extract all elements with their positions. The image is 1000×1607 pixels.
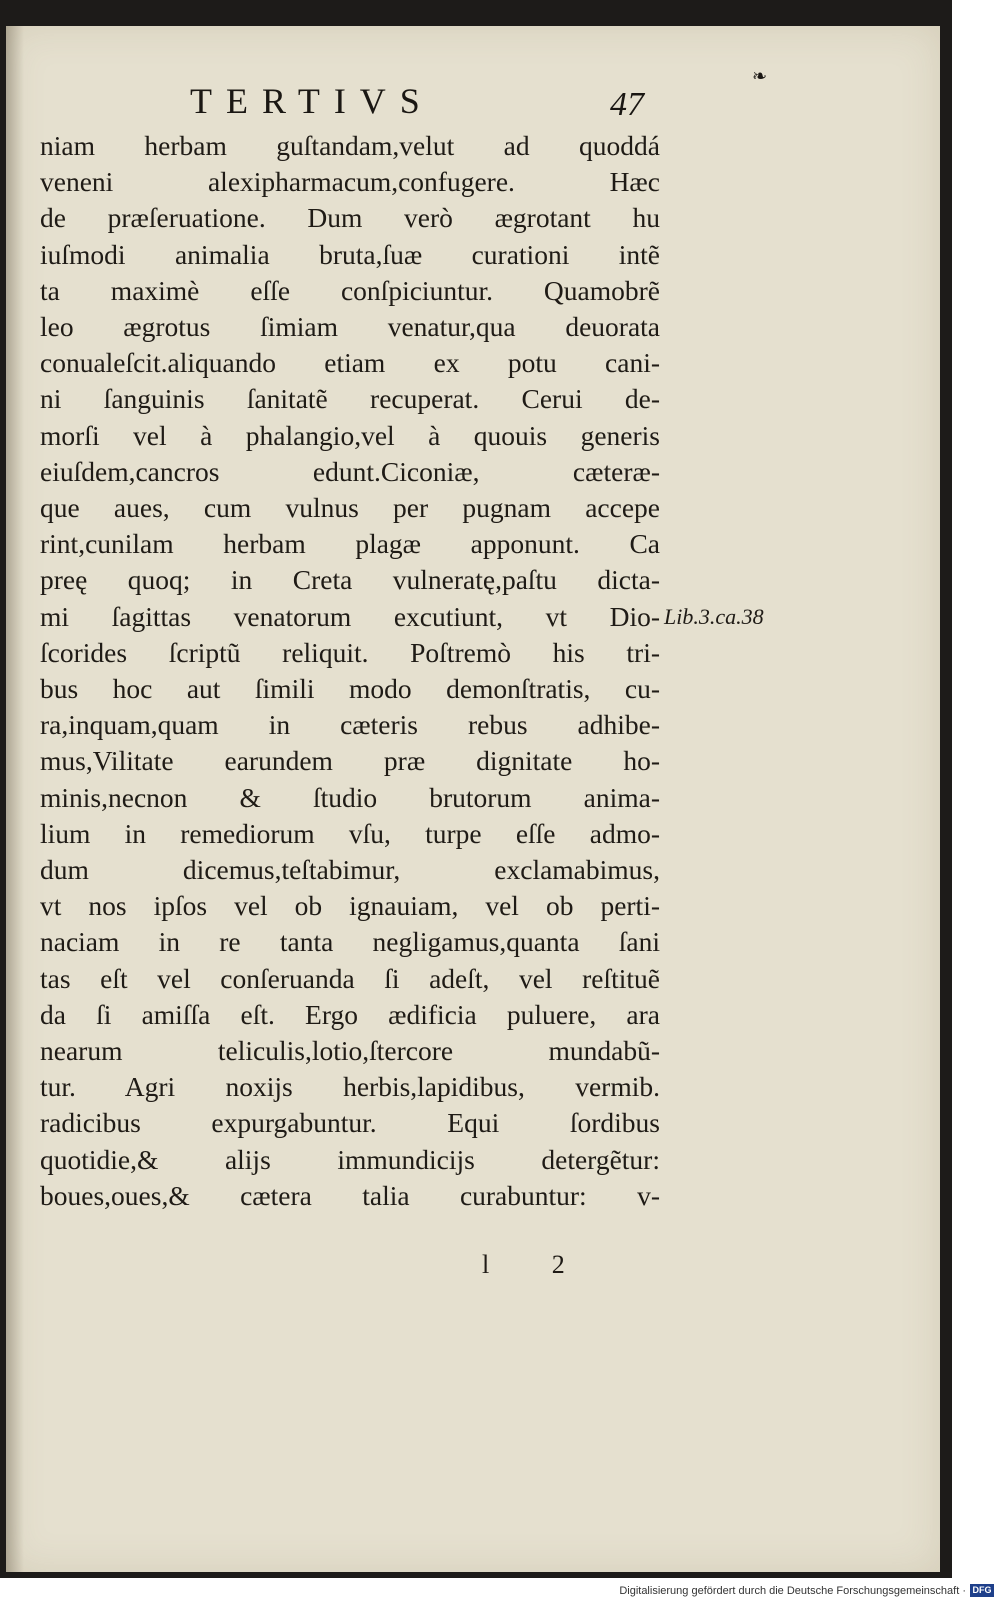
dfg-logo: DFG <box>970 1584 994 1597</box>
margin-note: Lib.3.ca.38 <box>664 604 764 629</box>
text-line: minis,necnon & ſtudio brutorum anima- <box>40 781 660 813</box>
text-line: morſi vel à phalangio,vel à quouis generis <box>40 419 660 451</box>
text-line: ni ſanguinis ſanitatẽ recuperat. Cerui de- <box>40 383 660 415</box>
text-line: iuſmodi animalia bruta,ſuæ curationi intẽ <box>40 238 660 270</box>
text-line: conualeſcit.aliquando etiam ex potu cani- <box>40 347 660 379</box>
text-line: ra,inquam,quam in cæteris rebus adhibe- <box>40 709 660 741</box>
text-line: preę quoq; in Creta vulneratę,paſtu dicta- <box>40 564 660 596</box>
signature-mark: l 2 <box>482 1250 593 1279</box>
text-line: quotidie,& alijs immundicijs detergẽtur: <box>40 1143 660 1175</box>
footer-credit: Digitalisierung gefördert durch die Deutsche Forschungsgemeinschaft · <box>619 1585 966 1597</box>
text-line: tur. Agri noxijs herbis,lapidibus, vermib. <box>40 1071 660 1103</box>
text-line: bus hoc aut ſimili modo demonſtratis, cu- <box>40 673 660 705</box>
text-line: ta maximè eſſe conſpiciuntur. Quamobrẽ <box>40 274 660 306</box>
text-line: lium in remediorum vſu, turpe eſſe admo- <box>40 817 660 849</box>
text-line: radicibus expurgabuntur. Equi ſordibus <box>40 1107 660 1139</box>
text-line: niam herbam guſtandam,velut ad quoddá <box>40 130 660 161</box>
text-line: ſcorides ſcriptũ reliquit. Poſtremò his tri- <box>40 636 660 668</box>
text-line: veneni alexipharmacum,confugere. Hæc <box>40 166 660 198</box>
ink-mark: ❧ <box>752 66 768 87</box>
text-line: mus,Vilitate earundem præ dignitate ho- <box>40 745 660 777</box>
main-text-block <box>40 128 660 1214</box>
text-line: vt nos ipſos vel ob ignauiam, vel ob perti- <box>40 890 660 922</box>
text-line: boues,oues,& cætera talia curabuntur: v- <box>40 1179 660 1211</box>
text-line: que aues, cum vulnus per pugnam accepe <box>40 492 660 524</box>
page-number: 47 <box>610 86 644 123</box>
text-line: da ſi amiſſa eſt. Ergo ædificia puluere, ara <box>40 998 660 1030</box>
text-line: tas eſt vel conſeruanda ſi adeſt, vel reſtituẽ <box>40 962 660 994</box>
text-line: eiuſdem,cancros edunt.Ciconiæ, cæteræ- <box>40 455 660 487</box>
text-line: mi ſagittas venatorum excutiunt, vt Dio- <box>40 600 660 632</box>
text-line: rint,cunilam herbam plagæ apponunt. Ca <box>40 528 660 560</box>
text-line: nearum teliculis,lotio,ſtercore mundabũ- <box>40 1035 660 1067</box>
text-line: dum dicemus,teſtabimur, exclamabimus, <box>40 854 660 886</box>
text-line: leo ægrotus ſimiam venatur,qua deuorata <box>40 311 660 343</box>
running-head: TERTIVS <box>190 81 434 121</box>
spine-shadow <box>6 26 24 1572</box>
text-line: de præſeruatione. Dum verò ægrotant hu <box>40 202 660 234</box>
text-line: naciam in re tanta negligamus,quanta ſani <box>40 926 660 958</box>
